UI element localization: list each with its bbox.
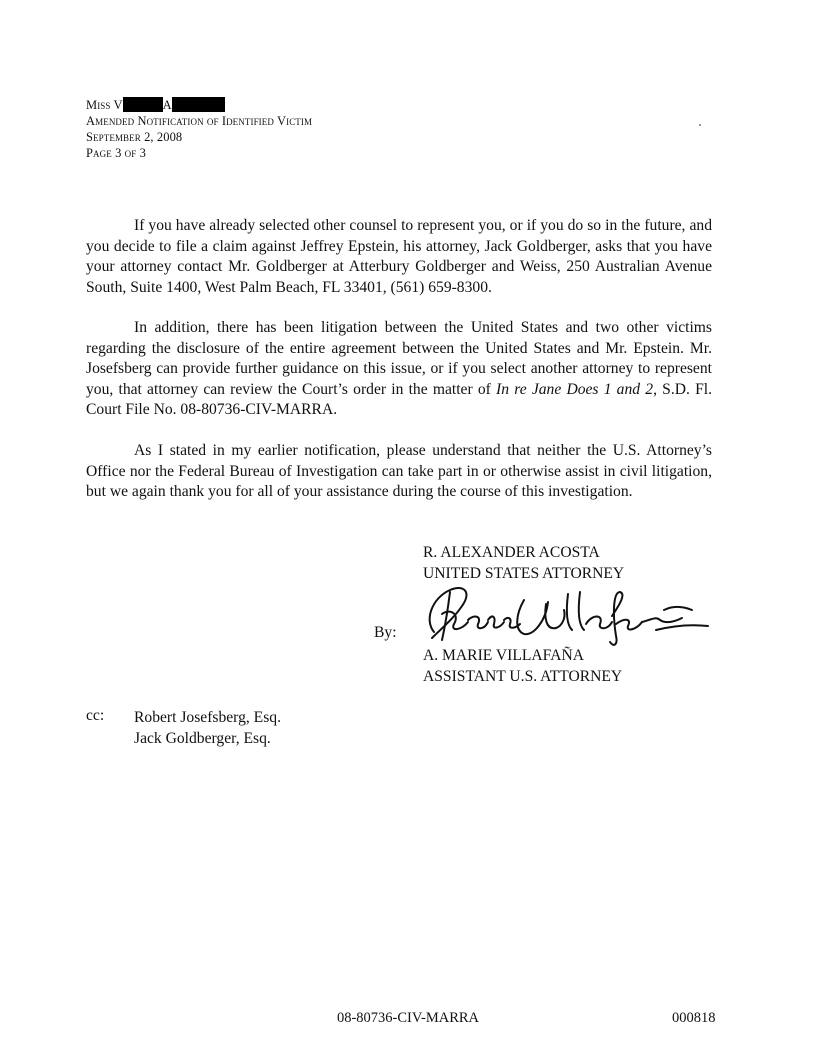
handwritten-signature <box>420 580 710 650</box>
signer-name: A. MARIE VILLAFAÑA <box>423 647 584 664</box>
signature-authority <box>423 543 624 584</box>
attorney-title: UNITED STATES ATTORNEY <box>423 564 625 582</box>
redaction-box <box>172 97 225 112</box>
footer-bates-number: 000818 <box>672 1010 716 1026</box>
cc-recipient: Jack Goldberger, Esq. <box>134 730 271 747</box>
footer-case-number: 08-80736-CIV-MARRA <box>336 1010 480 1026</box>
by-label: By: <box>374 624 397 641</box>
paragraph-litigation <box>86 318 712 421</box>
signature-signer <box>423 646 622 687</box>
paragraph-counsel: If you have already selected other counsel to represent you, or if you do so in the future, and you decide to file a claim against Jeffrey Epstein, his attorney, Jack Goldberger, asks that you have your attorney contact Mr. Goldberger at Atterbury Goldberger and Weiss, 250 Australian Avenue South, Suite 1400, West Palm Beach, FL 33401, (561) 659-8300. <box>86 217 712 296</box>
paragraph-litigation-end: , S.D. Fl. Court File No. 08-80736-CIV-MARRA. <box>86 380 712 418</box>
recipient-mid: A <box>162 98 172 112</box>
cc-list <box>134 707 281 749</box>
recipient-line <box>86 97 312 113</box>
signer-title: ASSISTANT U.S. ATTORNEY <box>423 667 623 685</box>
cc-recipient: Robert Josefsberg, Esq. <box>134 709 281 726</box>
letter-header <box>86 97 312 161</box>
subject-line: Amended Notification of Identified Victim <box>86 114 313 128</box>
page-number-line: Page 3 of 3 <box>86 146 146 160</box>
redaction-box <box>123 97 163 112</box>
cc-label: cc: <box>86 707 105 724</box>
paragraph-closing: As I stated in my earlier notification, please understand that neither the U.S. Attorney’s Office nor the Federal Bureau of Investigation can take part in or otherwise assist in civil litigation, but we again thank you for all of your assistance during the course of this investigation. <box>86 442 712 500</box>
recipient-prefix: Miss V <box>86 98 123 112</box>
case-name: In re Jane Does 1 and 2 <box>496 380 654 398</box>
date-line: September 2, 2008 <box>86 130 183 144</box>
scan-speck <box>699 124 701 126</box>
paragraph-litigation-text: In addition, there has been litigation between the United States and two other victims regarding the disclosure of the entire agreement between the United States and Mr. Epstein. Mr. Josefsberg can provide further guidance on this issue, or if you select another attorney to represent you, that attorney can review the Court’s order in the matter of <box>86 319 712 398</box>
attorney-name: R. ALEXANDER ACOSTA <box>423 544 600 561</box>
